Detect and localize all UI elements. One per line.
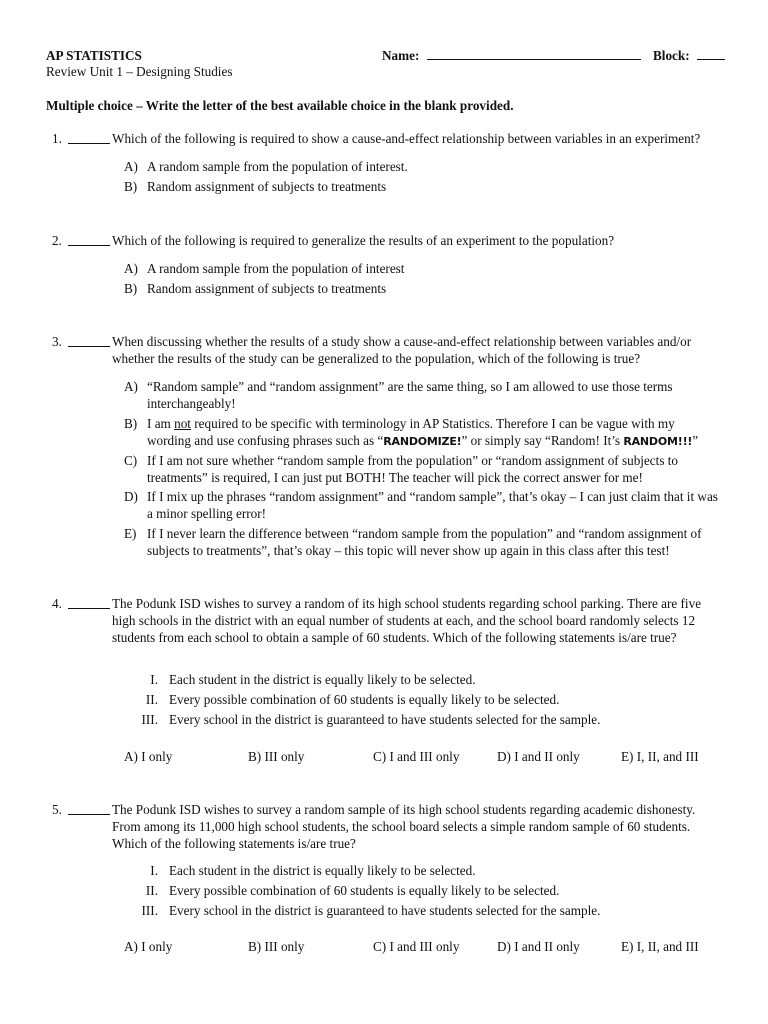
answer-choice: B) III only bbox=[248, 749, 305, 764]
statement-numeral: II. bbox=[145, 692, 158, 707]
answer-blank[interactable] bbox=[68, 332, 110, 347]
question-number: 3. bbox=[52, 334, 62, 349]
statement-numeral: I. bbox=[150, 672, 158, 687]
statement-numeral: III. bbox=[141, 712, 158, 727]
option-text-part: ” or simply say “Random! It’s bbox=[461, 433, 624, 448]
question-text: The Podunk ISD wishes to survey a random sample of its high school students regarding academic dishonesty. From among its 11,000 high school students, the school board selects a simple random sample of 60 students. Which of the following statements is/are true? bbox=[112, 802, 696, 851]
answer-choice: B) III only bbox=[248, 939, 305, 954]
answer-choice: E) I, II, and III bbox=[621, 749, 699, 764]
option-letter: A) bbox=[124, 261, 138, 276]
random-phrase: RANDOM!!! bbox=[623, 435, 693, 448]
option-letter: B) bbox=[124, 416, 138, 431]
option-text: A random sample from the population of interest. bbox=[147, 159, 408, 174]
block-field[interactable] bbox=[653, 47, 725, 64]
question-text: The Podunk ISD wishes to survey a random of its high school students regarding school parking. There are five high schools in the district with an equal number of students at each, and the school board randomly selects 12 students from each school to obtain a sample of 60 students. Which of the following statements is/are true? bbox=[112, 596, 702, 645]
option-text: If I never learn the difference between “random sample from the population” and “random assignment of subjects to treatments”, that’s okay – this topic will never show up again in this class after this test! bbox=[147, 526, 702, 558]
option-letter: B) bbox=[124, 179, 138, 194]
option-text: “Random sample” and “random assignment” are the same thing, so I am allowed to use those terms interchangeably! bbox=[147, 379, 673, 411]
statement-text: Every possible combination of 60 students is equally likely to be selected. bbox=[169, 692, 560, 707]
answer-choice: C) I and III only bbox=[373, 939, 460, 954]
option-text: Random assignment of subjects to treatments bbox=[147, 281, 387, 296]
answer-choice: C) I and III only bbox=[373, 749, 460, 764]
answer-choice: E) I, II, and III bbox=[621, 939, 699, 954]
option-letter: D) bbox=[124, 489, 138, 504]
course-title: AP STATISTICS bbox=[46, 48, 142, 63]
option-text-part: I am bbox=[147, 416, 175, 431]
randomize-phrase: RANDOMIZE! bbox=[383, 435, 462, 448]
question-number: 1. bbox=[52, 131, 62, 146]
option-text-part: ” bbox=[692, 433, 699, 448]
option-letter: A) bbox=[124, 159, 138, 174]
question-text: When discussing whether the results of a study show a cause-and-effect relationship between variables and/or whether the results of the study can be generalized to the population, which of the following is true? bbox=[112, 334, 692, 366]
answer-choice: D) I and II only bbox=[497, 749, 580, 764]
statement-numeral: II. bbox=[145, 883, 158, 898]
name-field[interactable] bbox=[382, 47, 641, 64]
statement-numeral: I. bbox=[150, 863, 158, 878]
statement-text: Every school in the district is guaranteed to have students selected for the sample. bbox=[169, 712, 601, 727]
statement-text: Each student in the district is equally likely to be selected. bbox=[169, 672, 476, 687]
option-text: A random sample from the population of interest bbox=[147, 261, 405, 276]
option-letter: B) bbox=[124, 281, 138, 296]
question-text: Which of the following is required to generalize the results of an experiment to the population? bbox=[112, 233, 615, 248]
name-blank[interactable] bbox=[427, 47, 641, 60]
instructions: Multiple choice – Write the letter of the best available choice in the blank provided. bbox=[46, 98, 514, 113]
name-label: Name: bbox=[382, 48, 420, 63]
question-text: Which of the following is required to show a cause-and-effect relationship between variables in an experiment? bbox=[112, 131, 701, 146]
emphasis-not: not bbox=[174, 416, 191, 431]
statement-text: Every possible combination of 60 students is equally likely to be selected. bbox=[169, 883, 560, 898]
option-text bbox=[147, 415, 717, 450]
option-text: Random assignment of subjects to treatments bbox=[147, 179, 387, 194]
answer-blank[interactable] bbox=[68, 129, 110, 144]
question-number: 2. bbox=[52, 233, 62, 248]
answer-choice: D) I and II only bbox=[497, 939, 580, 954]
option-letter: A) bbox=[124, 379, 138, 394]
statement-text: Every school in the district is guaranteed to have students selected for the sample. bbox=[169, 903, 601, 918]
statement-numeral: III. bbox=[141, 903, 158, 918]
option-letter: E) bbox=[124, 526, 137, 541]
block-blank[interactable] bbox=[697, 47, 725, 60]
option-text: If I am not sure whether “random sample from the population” or “random assignment of subjects to treatments” is required, I can just put BOTH! The teacher will pick the correct answer for me! bbox=[147, 453, 679, 485]
option-letter: C) bbox=[124, 453, 138, 468]
answer-choice: A) I only bbox=[124, 939, 173, 954]
statement-text: Each student in the district is equally likely to be selected. bbox=[169, 863, 476, 878]
answer-blank[interactable] bbox=[68, 800, 110, 815]
worksheet-subtitle: Review Unit 1 – Designing Studies bbox=[46, 64, 233, 79]
question-number: 5. bbox=[52, 802, 62, 817]
question-number: 4. bbox=[52, 596, 62, 611]
answer-blank[interactable] bbox=[68, 594, 110, 609]
option-text-part: required to be specific with terminology in AP Statistics. Therefore I can be vague with my wording and use confusing phrases such as “ bbox=[147, 416, 675, 448]
answer-choice: A) I only bbox=[124, 749, 173, 764]
option-text: If I mix up the phrases “random assignment” and “random sample”, that’s okay – I can just claim that it was a minor spelling error! bbox=[147, 489, 718, 521]
answer-blank[interactable] bbox=[68, 231, 110, 246]
block-label: Block: bbox=[653, 48, 690, 63]
